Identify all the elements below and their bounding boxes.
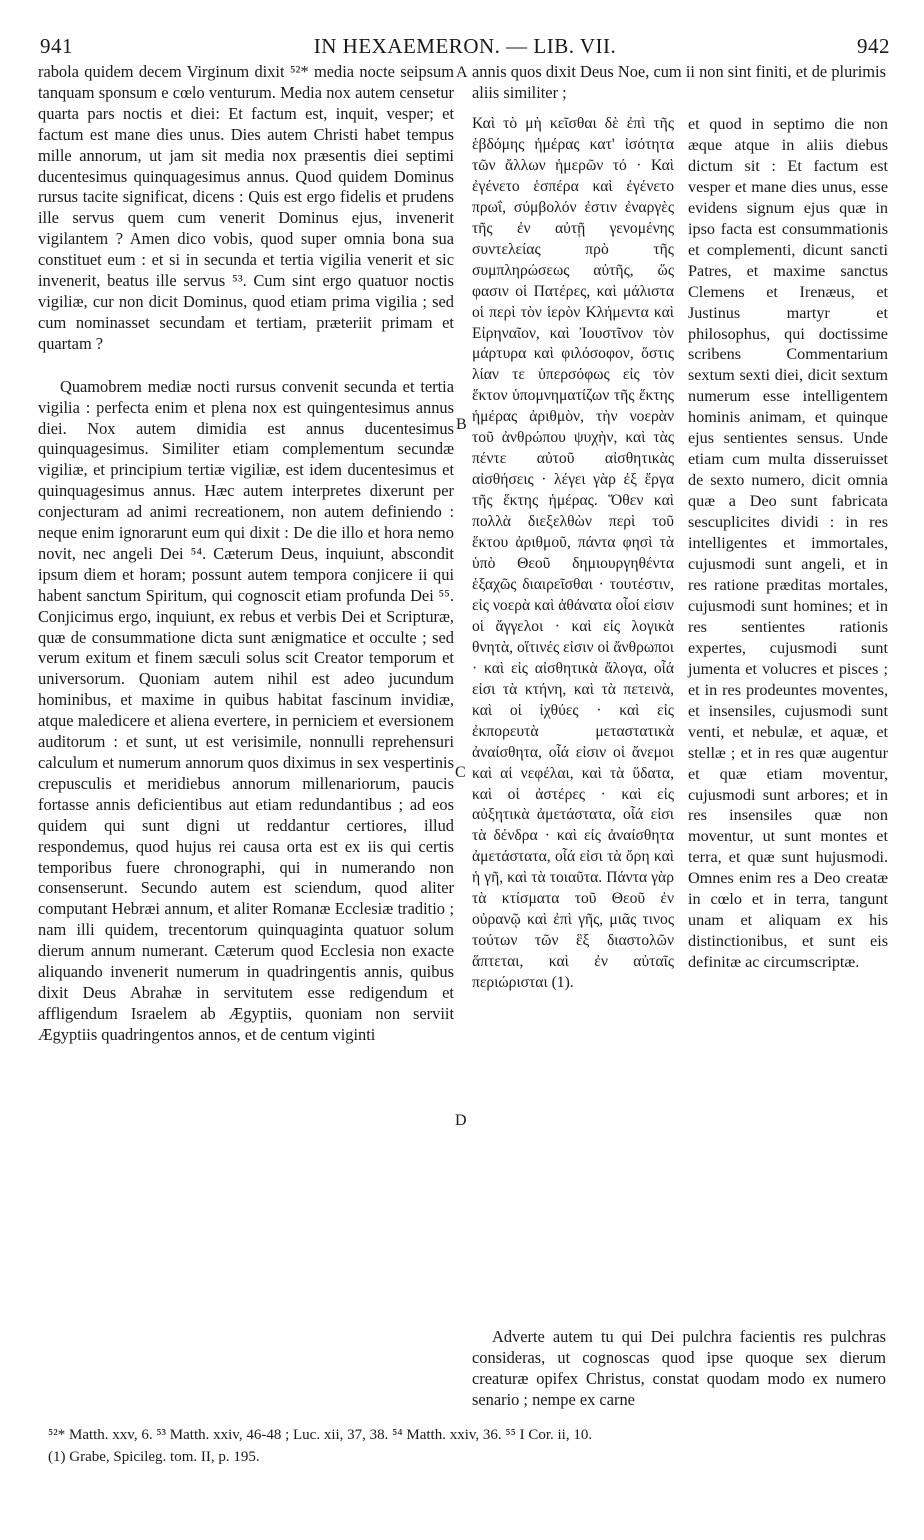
page-header bbox=[40, 34, 890, 60]
closing-paragraph: Adverte autem tu qui Dei pulchra facientis res pulchras consideras, ut cognoscas quod ipse quoque sex dierum creaturæ opifex Christus, constat quodam modo ex numero senario ; nempe ex carne bbox=[472, 1327, 886, 1409]
latin-translation-column: et quod in septimo die non æque atque in aliis diebus dictum sit : Et factum est vesper et mane dies unus, esse evidens signum ejus quæ in ipso facta est consummationis et complementi, dicunt sancti Patres, et maxime sanctus Clemens et Irenæus, et Justinus martyr et philosophus, qui doctissime scribens Commentarium sextum sexti diei, dicit sextum numerum esse intelligentem hominis animam, et quinque ejus sentientes sensus. Unde etiam cum multa disseruisset de sexto numero, dicit omnia quæ a Deo sunt fabricata sescuplicites dividi : in res intelligentes et immortales, cujusmodi sunt angeli, et in res ratione præditas mortales, cujusmodi sunt homines; et in res sentientes rationis expertes, cujusmodi sunt jumenta et volucres et pisces ; et in res prodeuntes moventes, et insensiles, cujusmodi sunt venti, et nebulæ, et aquæ, et stellæ ; et in res quæ augentur et quæ etiam moventur, cujusmodi sunt arbores; et in res insensiles quæ non moventur, ut sunt montes et terra, et quæ sunt hujusmodi. Omnes enim res a Deo creatæ in cœlo et in terra, tangunt unam et aliquam ex his distinctionibus, et sunt eis definitæ ac circumscriptæ. bbox=[688, 115, 888, 972]
footnote-grabe: (1) Grabe, Spicileg. tom. II, p. 195. bbox=[48, 1449, 260, 1465]
margin-marker-c: C bbox=[455, 764, 466, 781]
page-number-right: 942 bbox=[857, 34, 890, 58]
margin-marker-b: B bbox=[456, 416, 467, 433]
footnotes bbox=[48, 1424, 888, 1468]
right-top-continuation: annis quos dixit Deus Noe, cum ii non sint finiti, et de plurimis aliis similiter ; bbox=[472, 62, 886, 102]
margin-marker-d: D bbox=[455, 1112, 467, 1129]
left-paragraph-1: rabola quidem decem Virginum dixit ⁵²* media nocte seipsum tanquam sponsum e cœlo venturum. Media nox autem censetur quarta pars noctis et diei: Et factum est, inquit, vesper; et factum est mane dies unus. Dies autem Christi habet tempus mille annorum, ut jam sit media nox præsentis diei septimi ducentesimus quinquagesimus annus. Quod quidem Dominus rursus tacite significat, dicens : Quis est ergo fidelis et prudens ille servus quem cum venerit Dominus ejus, invenerit vigilantem ? Amen dico vobis, quod super omnia bona sua constituet eum : et si in secunda et tertia vigilia venerit et sic invenerit, beatus ille servus ⁵³. Cum sint ergo quatuor noctis vigiliæ, cur non dicit Dominus, quod etiam prima vigilia ; sed cum nominasset secundam et tertiam, præteriit primam et quartam ? bbox=[38, 62, 454, 353]
left-paragraph-2: Quamobrem mediæ nocti rursus convenit secunda et tertia vigilia : perfecta enim et plena nox est quingentesimus annus diei. Nox autem dimidia est annus ducentesimus quinquagesimus. Similiter etiam complementum secundæ vigiliæ, et principium tertiæ vigiliæ, est idem ducentesimus et quinquagesimus annus. Hæc autem interpretes dixerunt per conjecturam ad animi recreationem, non autem definiendo : neque enim ignorarunt eum qui dixit : De die illo et hora nemo novit, nec angeli Dei ⁵⁴. Cæterum Deus, inquiunt, abscondit ipsum diem et horam; possunt autem tempora conjicere ii qui habent sanctum Spiritum, qui cognoscit etiam profunda Dei ⁵⁵. Conjicimus ergo, inquiunt, ex rebus et verbis Dei et Scripturæ, quæ de consummatione dicta sunt ænigmatice et occulte ; sed verum exitum et finem sæculi solus scit Creator temporum et universorum. Quoniam autem nihil est adeo jucundum hominibus, et maxime in quibus habitat fascinum invidiæ, atque maledicere et aliena evertere, in perniciem et eversionem auditorum : et sunt, ut est verisimile, nonnulli reprehensuri calculum et numerum annorum quos diximus in sex vespertinis crepusculis et meridiebus annorum millenariorum, paucis fortasse annis deficientibus aut etiam redundantibus ; ad eos quidem qui sunt digni ut reddantur certiores, illud respondemus, quod hujus rei causa orta est ex iis qui certis temporibus fuere chronographi, qui in numerando non consenserunt. Secundo autem est sciendum, quod aliter computant Hebræi annum, et aliter Romanæ Ecclesiæ traditio ; nam illi quidem, trecentorum quinquaginta quatuor solum dierum annum numerant. Cæterum quod Ecclesia non exacte aliquando invenerit numerum in quadringentis annis, quibus dixit Deus Abrahæ in servitutem esse redigendum et affligendum Israelem ab Ægyptiis, quoniam non serviit Ægyptiis quadringentos annos, et de centum viginti bbox=[38, 376, 454, 1044]
greek-text-column: Καὶ τὸ μὴ κεῖσθαι δὲ ἐπὶ τῆς ἑβδόμης ἡμέρας κατ' ἰσότητα τῶν ἄλλων ἡμερῶν τό · Καὶ ἐγένετο ἑσπέρα καὶ ἐγένετο πρωΐ, σύμβολόν ἐστιν ἐναργὲς τῆς ἐν αὐτῇ γενομένης συντελείας πρὸ τῆς συμπληρώσεως αὐτῆς, ὥς φασιν οἱ Πατέρες, καὶ μάλιστα οἱ περὶ τὸν ἱερὸν Κλήμεντα καὶ Εἰρηναῖον, καὶ Ἰουστῖνον τὸν μάρτυρα καὶ φιλόσοφον, ὅστις λίαν τε ὑπερσόφως εἰς τὸν ἕκτον ὑπομνηματίζων τῆς ἕκτης ἡμέρας ἀριθμὸν, τὴν νοερὰν τοῦ ἀνθρώπου ψυχὴν, καὶ τὰς πέντε αὐτοῦ αἰσθητικὰς αἰσθήσεις · λέγει γὰρ ἐξ ἔργα τῆς ἕκτης ἡμέρας. Ὅθεν καὶ πολλὰ διεξελθὼν περὶ τοῦ ἕκτου ἀριθμοῦ, πάντα φησὶ τὰ ὑπὸ Θεοῦ δημιουργηθέντα ἑξαχῶς διαιρεῖσθαι · τουτέστιν, εἰς νοερὰ καὶ ἀθάνατα οἷοί εἰσιν οἱ ἄγγελοι · καὶ εἰς λογικὰ θνητὰ, οἵτινές εἰσιν οἱ ἄνθρωποι · καὶ εἰς αἰσθητικὰ ἄλογα, οἷά εἰσι τὰ κτήνη, καὶ τὰ πετεινὰ, καὶ οἱ ἰχθύες · καὶ εἰς ἐκπορευτὰ μεταστατικὰ ἀναίσθητα, οἷά εἰσιν οἱ ἄνεμοι καὶ αἱ νεφέλαι, καὶ τὰ ὕδατα, καὶ οἱ ἀστέρες · καὶ εἰς αὐξητικὰ ἀμετάστατα, οἷά εἰσι τὰ δένδρα · καὶ εἰς ἀναίσθητα ἀμετάστατα, οἷά εἰσι τὰ ὄρη καὶ ἡ γῆ, καὶ τὰ τοιαῦτα. Πάντα γὰρ τὰ κτίσματα τοῦ Θεοῦ ἐν οὐρανῷ καὶ ἐπὶ γῆς, μιᾶς τινος τούτων τῶν ἓξ διαστολῶν ἅπτεται, καὶ ἐν αὐταῖς περιώρισται (1). bbox=[472, 115, 674, 992]
page-number-left: 941 bbox=[40, 34, 73, 58]
left-latin-column bbox=[38, 62, 454, 1046]
running-title: IN HEXAEMERON. — LIB. VII. bbox=[313, 34, 617, 58]
footnote-scripture-refs: ⁵²* Matth. xxv, 6. ⁵³ Matth. xxiv, 46-48 ; Luc. xii, 37, 38. ⁵⁴ Matth. xxiv, 36. ⁵⁵ I Cor. ii, 10. bbox=[48, 1427, 593, 1443]
margin-marker-a: A bbox=[456, 64, 468, 81]
